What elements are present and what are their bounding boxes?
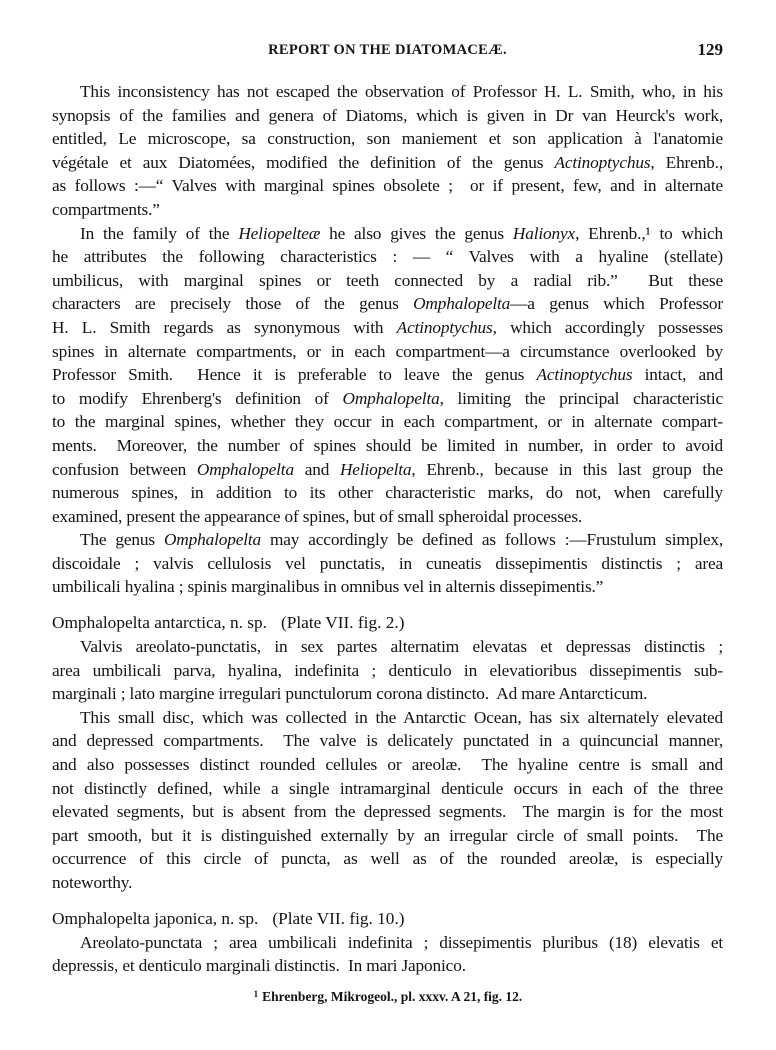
plate-reference: (Plate VII. fig. 2.) [280, 613, 405, 633]
italic-taxon-name: Omphalopelta [163, 530, 262, 550]
text-run: intact, and [632, 365, 723, 385]
text-line [52, 871, 723, 895]
text-line [52, 847, 723, 871]
page-number: 129 [697, 40, 723, 59]
text-run: The genus [80, 530, 164, 550]
text-line [52, 575, 723, 599]
footnote-text: Ehrenberg, Mikrogeol., pl. xxxv. A 21, fig. 12. [262, 989, 523, 1004]
text-line [52, 363, 723, 387]
text-run: numerous spines, in addition to its other characteristic marks, do not, when carefully [52, 483, 723, 503]
text-line [52, 824, 723, 848]
text-line [52, 222, 723, 246]
text-line [52, 151, 723, 175]
text-run: Professor Smith. Hence it is preferable to leave the genus [52, 365, 537, 385]
italic-taxon-name: Actinoptychus [396, 317, 493, 337]
section-gap [52, 599, 723, 611]
text-run: part smooth, but it is distinguished externally by an irregular circle of small points. The [52, 825, 723, 845]
running-head [52, 40, 723, 62]
text-line [52, 80, 723, 104]
text-line [52, 481, 723, 505]
text-line [52, 410, 723, 434]
text-line [52, 434, 723, 458]
text-line [52, 198, 723, 222]
text-line [52, 505, 723, 529]
text-run: entitled, Le microscope, sa construction, son maniement et son application à l'anatomie [52, 129, 723, 149]
text-run: In the family of the [80, 223, 239, 243]
paragraph-antarctica-diagnosis [52, 635, 723, 706]
text-line [52, 127, 723, 151]
text-run: Valvis areolato-punctatis, in sex partes alternatim elevatas et depressas distinctis ; [80, 637, 723, 657]
text-line [52, 316, 723, 340]
body-text [52, 80, 723, 978]
text-run: , Ehrenb., because in this last group the [411, 459, 724, 479]
text-run: compartments.” [52, 199, 160, 219]
species-heading-japonica [52, 907, 723, 931]
text-run: végétale et aux Diatomées, modified the definition of the genus [52, 152, 555, 172]
text-run: umbilicali hyalina ; spinis marginalibus in omnibus vel in alternis dissepimentis.” [52, 577, 604, 597]
text-run: , limiting the principal characteristic [439, 388, 723, 408]
italic-taxon-name: Omphalopelta [196, 459, 294, 479]
text-run: characters are precisely those of the genus [52, 294, 414, 314]
text-run: examined, present the appearance of spines, but of small spheroidal processes. [52, 506, 583, 526]
text-run: and also possesses distinct rounded cellules or areolæ. The hyaline centre is small and [52, 755, 723, 775]
species-name: Omphalopelta antarctica, n. sp. [52, 613, 267, 633]
footnote [0, 989, 776, 1005]
text-line [52, 777, 723, 801]
text-line [52, 387, 723, 411]
text-run: as follows :—“ Valves with marginal spines obsolete ; or if present, few, and in alternate [52, 176, 723, 196]
text-line [52, 682, 723, 706]
running-title: REPORT ON THE DIATOMACEÆ. [268, 42, 507, 58]
text-line [52, 753, 723, 777]
text-line [52, 635, 723, 659]
text-run: not distinctly defined, while a single intramarginal denticule occurs in each of the three [52, 778, 723, 798]
italic-taxon-name: Actinoptychus [554, 152, 651, 172]
text-line [52, 659, 723, 683]
italic-taxon-name: Halionyx [512, 223, 576, 243]
text-run: , Ehrenb.,¹ to which [575, 223, 724, 243]
italic-taxon-name: Heliopelta [339, 459, 412, 479]
text-run: to the marginal spines, whether they occur in each compartment, or in alternate compart- [52, 412, 723, 432]
text-run: synopsis of the families and genera of Diatoms, which is given in Dr van Heurck's work, [52, 105, 723, 125]
text-run: This inconsistency has not escaped the observation of Professor H. L. Smith, who, in his [80, 82, 723, 101]
text-line [52, 292, 723, 316]
text-run: umbilicus, with marginal spines or teeth connected by a radial rib.” But these [52, 270, 723, 290]
text-run: spines in alternate compartments, or in each compartment—a circumstance overlooked by [52, 341, 723, 361]
text-run: , which accordingly possesses [492, 317, 724, 337]
paragraph-genus-definition [52, 528, 723, 599]
text-run: marginali ; lato margine irregulari punctulorum corona distincto. Ad mare Antarcticum. [52, 684, 648, 704]
text-run: area umbilicali parva, hyalina, indefinita ; denticulo in elevatioribus dissepimentis sub- [52, 660, 723, 680]
paragraph-heliopelteae [52, 222, 723, 529]
text-run: and depressed compartments. The valve is delicately punctated in a quincuncial manner, [52, 731, 723, 751]
text-run: depressis, et denticulo marginali distinctis. In mari Japonico. [52, 956, 466, 976]
text-run: , Ehrenb., [650, 152, 724, 172]
text-run: and [293, 459, 340, 479]
text-line [52, 552, 723, 576]
text-run: This small disc, which was collected in the Antarctic Ocean, has six alternately elevated [80, 707, 723, 727]
footnote-marker: 1 [253, 989, 259, 999]
text-line [52, 340, 723, 364]
plate-reference: (Plate VII. fig. 10.) [272, 908, 405, 928]
text-run: H. L. Smith regards as synonymous with [52, 317, 397, 337]
text-run: —a genus which Professor [510, 294, 723, 314]
text-line [52, 269, 723, 293]
text-run: confusion between [52, 459, 197, 479]
text-run: noteworthy. [52, 873, 133, 892]
species-heading-antarctica [52, 611, 723, 635]
text-run: elevated segments, but is absent from the depressed segments. The margin is for the most [52, 802, 723, 822]
paragraph-inconsistency [52, 80, 723, 222]
text-run: he also gives the genus [320, 223, 513, 243]
text-line [52, 174, 723, 198]
text-run: ments. Moreover, the number of spines should be limited in number, in order to avoid [52, 435, 723, 455]
paragraph-antarctica-description [52, 706, 723, 895]
paragraph-japonica-diagnosis [52, 931, 723, 978]
section-gap [52, 895, 723, 907]
text-run: discoidale ; valvis cellulosis vel punctatis, in cuneatis dissepimentis distinctis ; area [52, 553, 723, 573]
species-name: Omphalopelta japonica, n. sp. [52, 908, 259, 928]
text-line [52, 729, 723, 753]
italic-taxon-name: Heliopelteæ [238, 223, 321, 243]
text-line [52, 458, 723, 482]
italic-taxon-name: Omphalopelta [342, 388, 440, 408]
text-run: Areolato-punctata ; area umbilicali indefinita ; dissepimentis pluribus (18) elevatis et [80, 932, 723, 952]
text-line [52, 706, 723, 730]
text-line [52, 104, 723, 128]
text-line [52, 931, 723, 955]
text-run: to modify Ehrenberg's definition of [52, 388, 343, 408]
text-line [52, 954, 723, 978]
text-line [52, 245, 723, 269]
text-line [52, 528, 723, 552]
text-run: occurrence of this circle of puncta, as well as of the rounded areolæ, is especially [52, 849, 723, 869]
italic-taxon-name: Omphalopelta [413, 294, 511, 314]
text-run: may accordingly be defined as follows :—Frustulum simplex, [261, 530, 724, 550]
italic-taxon-name: Actinoptychus [536, 365, 633, 385]
text-run: he attributes the following characteristics : — “ Valves with a hyaline (stellate) [52, 247, 723, 267]
text-line [52, 800, 723, 824]
